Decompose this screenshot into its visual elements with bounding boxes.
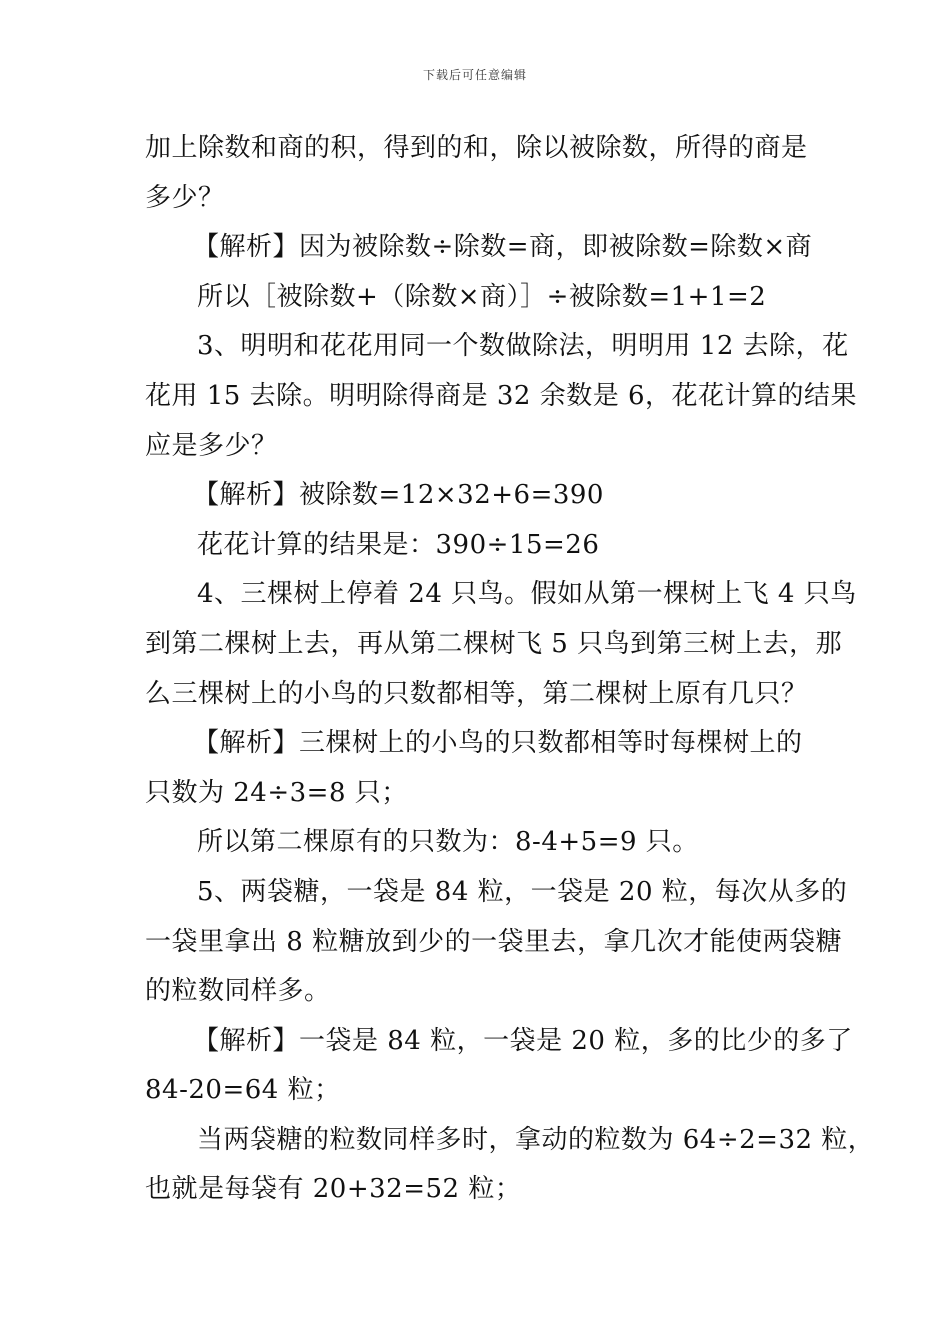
text-line: 加上除数和商的积，得到的和，除以被除数，所得的商是 (145, 133, 808, 163)
question-5-line: 5、两袋糖，一袋是 84 粒，一袋是 20 粒，每次从多的 (197, 876, 848, 907)
page-header-note: 下载后可任意编辑 (422, 68, 527, 82)
analysis-line: 【解析】被除数=12×32+6=390 (193, 480, 604, 511)
text-line: 应是多少？ (145, 430, 278, 461)
text-line: 多少？ (145, 182, 225, 213)
analysis-line: 【解析】三棵树上的小鸟的只数都相等时每棵树上的 (193, 728, 803, 759)
text-line: 所以［被除数+（除数×商）］÷被除数=1+1=2 (197, 281, 767, 312)
text-line: 84-20=64 粒； (145, 1075, 341, 1106)
document-body (145, 124, 875, 1215)
text-line: 到第二棵树上去，再从第二棵树飞 5 只鸟到第三树上去，那 (145, 628, 843, 659)
analysis-line: 【解析】一袋是 84 粒，一袋是 20 粒，多的比少的多了 (193, 1025, 853, 1056)
text-line: 当两袋糖的粒数同样多时，拿动的粒数为 64÷2=32 粒， (197, 1124, 875, 1155)
text-line: 么三棵树上的小鸟的只数都相等，第二棵树上原有几只？ (145, 678, 808, 709)
text-line: 的粒数同样多。 (145, 976, 331, 1007)
text-line: 所以第二棵原有的只数为：8-4+5=9 只。 (197, 827, 699, 858)
question-3-line: 3、明明和花花用同一个数做除法，明明用 12 去除，花 (197, 331, 849, 362)
text-line: 花花计算的结果是：390÷15=26 (197, 529, 600, 560)
text-line: 一袋里拿出 8 粒糖放到少的一袋里去，拿几次才能使两袋糖 (145, 926, 843, 957)
analysis-line: 【解析】因为被除数÷除数=商，即被除数=除数×商 (193, 232, 813, 263)
text-line: 也就是每袋有 20+32=52 粒； (145, 1174, 522, 1205)
text-line: 花用 15 去除。明明除得商是 32 余数是 6，花花计算的结果 (145, 380, 858, 411)
question-4-line: 4、三棵树上停着 24 只鸟。假如从第一棵树上飞 4 只鸟 (197, 579, 857, 610)
text-line: 只数为 24÷3=8 只； (145, 777, 408, 808)
